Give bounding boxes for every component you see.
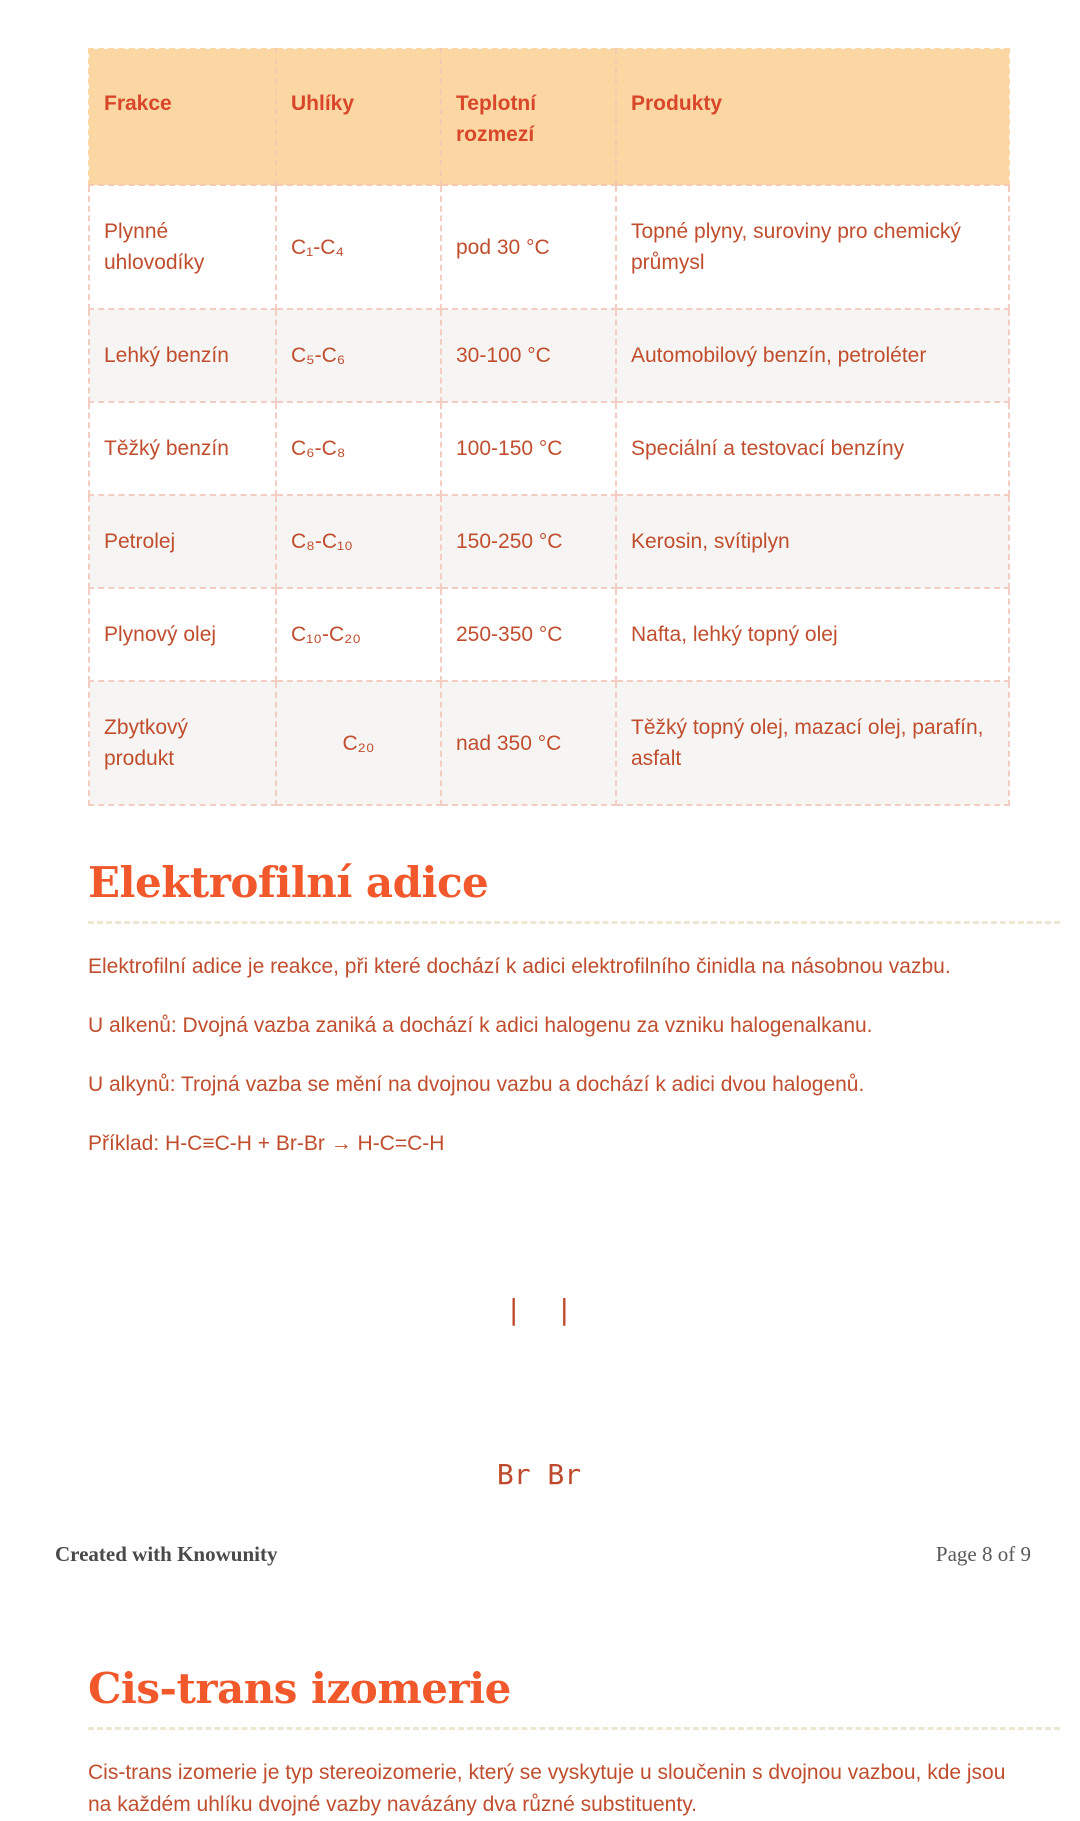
table-row	[89, 185, 1009, 309]
table-cell: Petrolej	[89, 495, 276, 588]
table-row	[89, 495, 1009, 588]
table-cell: 150-250 °C	[441, 495, 616, 588]
section-elektrofilni-adice	[88, 858, 1060, 1612]
page-footer	[55, 1542, 1031, 1567]
table-cell: Nafta, lehký topný olej	[616, 588, 1009, 681]
paragraph: U alkynů: Trojná vazba se mění na dvojnou vazbu a dochází k adici dvou halogenů.	[88, 1073, 865, 1096]
table-cell: Plynový olej	[89, 588, 276, 681]
table-cell: Kerosin, svítiplyn	[616, 495, 1009, 588]
table-row	[89, 402, 1009, 495]
table-cell: Lehký benzín	[89, 309, 276, 402]
column-header-frakce: Frakce	[89, 49, 276, 185]
table-cell: 100-150 °C	[441, 402, 616, 495]
column-header-teplotni: Teplotní rozmezí	[441, 49, 616, 185]
column-header-produkty: Produkty	[616, 49, 1009, 185]
table-cell: C₁₀-C₂₀	[276, 588, 441, 681]
page-number-label: Page 8 of 9	[935, 1542, 1031, 1566]
table-cell: Speciální a testovací benzíny	[616, 402, 1009, 495]
table-cell: C₁-C₄	[276, 185, 441, 309]
created-with-label: Created with Knowunity	[55, 1542, 278, 1566]
table-cell: nad 350 °C	[441, 681, 616, 805]
paragraph: Elektrofilní adice je reakce, při které dochází k adici elektrofilního činidla na násobnou vazbu.	[88, 955, 951, 978]
section-heading: Cis-trans izomerie	[88, 1664, 511, 1713]
table-cell: C₂₀	[276, 681, 441, 805]
petroleum-fractions-table	[88, 48, 1010, 806]
table-row	[89, 588, 1009, 681]
table-header-row	[89, 49, 1009, 185]
table-cell: Topné plyny, suroviny pro chemický průmysl	[616, 185, 1009, 309]
column-header-uhliky: Uhlíky	[276, 49, 441, 185]
section-cis-trans-izomerie	[88, 1664, 1060, 1821]
paragraph: Příklad: H-C≡C-H + Br-Br → H-C=C-H	[88, 1132, 445, 1155]
table-cell: Zbytkový produkt	[89, 681, 276, 805]
paragraph: U alkenů: Dvojná vazba zaniká a dochází k adici halogenu za vzniku halogenalkanu.	[88, 1014, 873, 1037]
heading-divider	[88, 1727, 1060, 1730]
table-cell: Automobilový benzín, petroléter	[616, 309, 1009, 402]
table-row	[89, 309, 1009, 402]
table-cell: Těžký benzín	[89, 402, 276, 495]
table-cell: 250-350 °C	[441, 588, 616, 681]
table-cell: pod 30 °C	[441, 185, 616, 309]
table-cell: C₆-C₈	[276, 402, 441, 495]
table-cell: Těžký topný olej, mazací olej, parafín, asfalt	[616, 681, 1009, 805]
section-heading: Elektrofilní adice	[88, 858, 489, 907]
table-cell: C₈-C₁₀	[276, 495, 441, 588]
table-row	[89, 681, 1009, 805]
table-cell: Plynné uhlovodíky	[89, 185, 276, 309]
diagram-br-line: Br Br	[496, 1458, 582, 1491]
table-cell: 30-100 °C	[441, 309, 616, 402]
heading-divider	[88, 921, 1060, 924]
table-cell: C₅-C₆	[276, 309, 441, 402]
paragraph: Cis-trans izomerie je typ stereoizomerie, který se vyskytuje u sloučenin s dvojnou vazbou, kde jsou na každém uhlíku dvojné vazby navázány dva různé substituenty.	[88, 1761, 1006, 1816]
diagram-bond-line: | |	[505, 1293, 573, 1326]
